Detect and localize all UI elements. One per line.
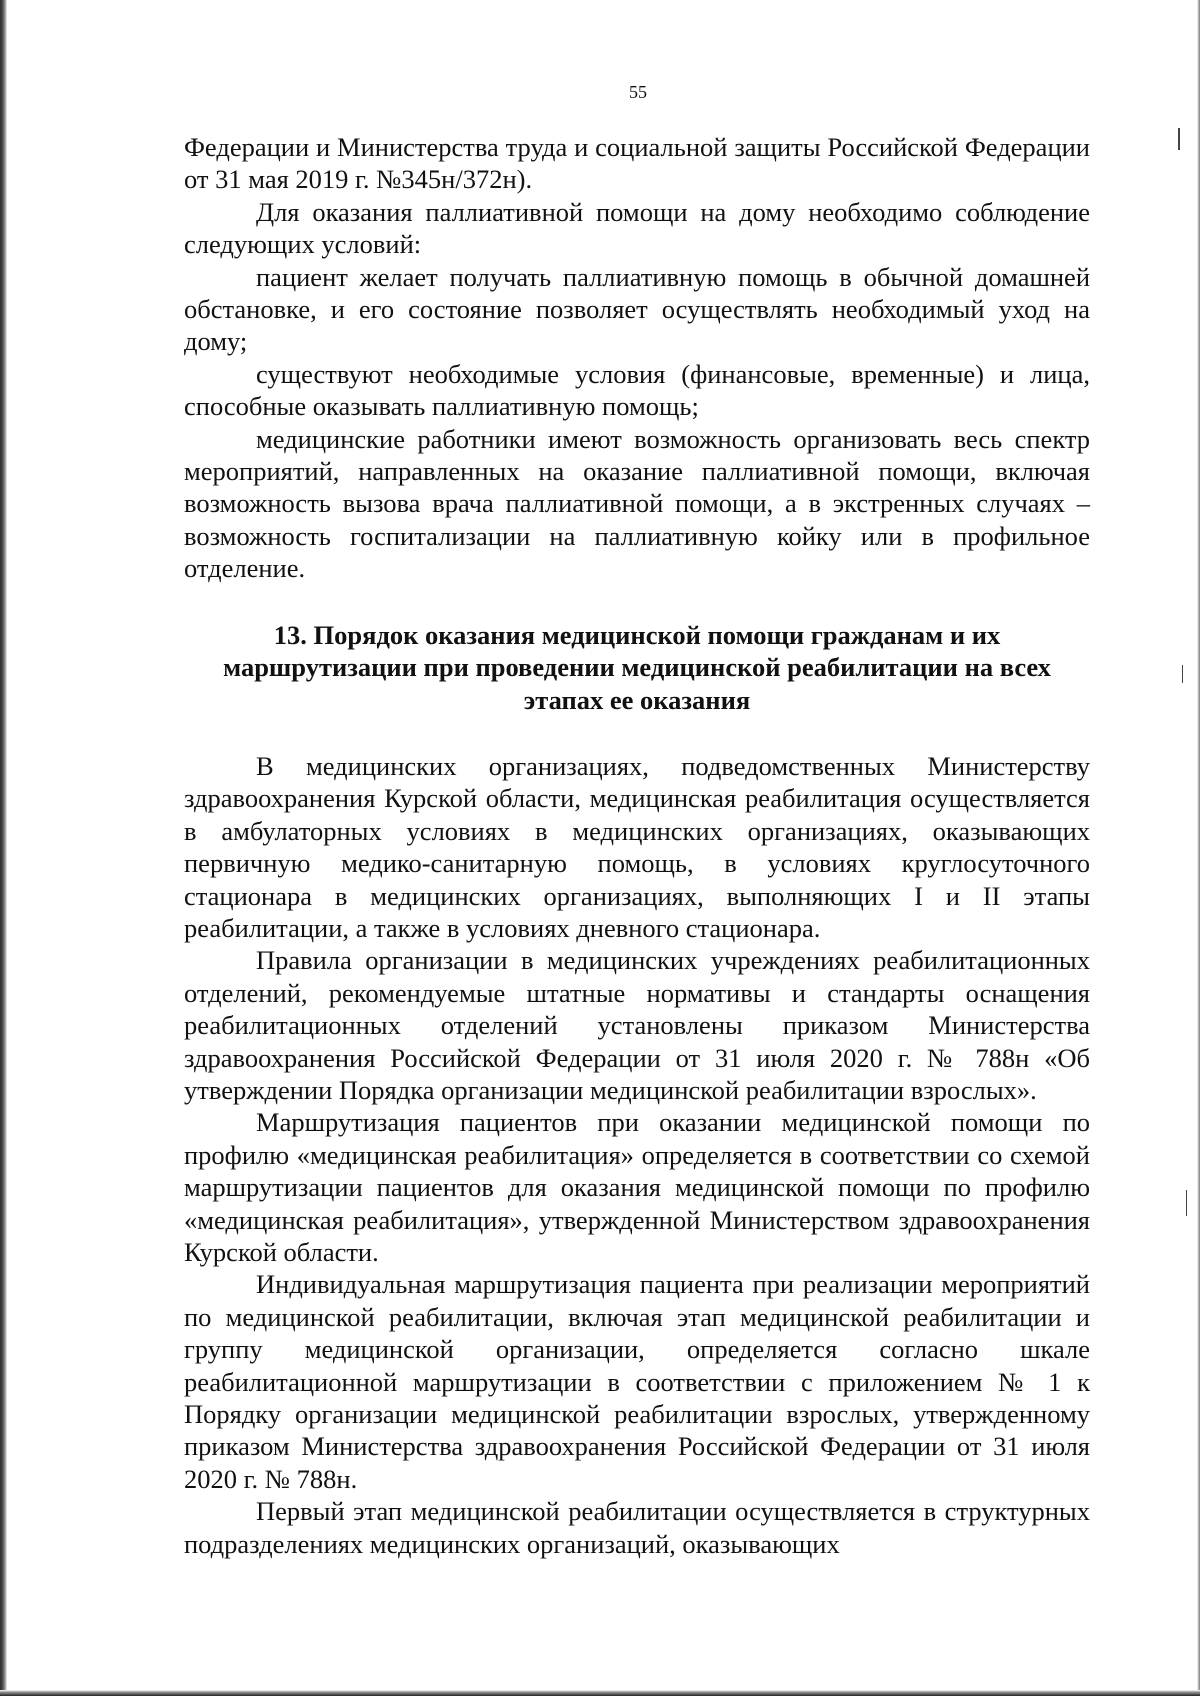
paragraph: Для оказания паллиативной помощи на дому необходимо соблюдение следующих условий: <box>184 196 1090 260</box>
document-body <box>184 131 1090 1560</box>
paragraph: В медицинских организациях, подведомственных Министерству здравоохранения Курской области, медицинская реабилитация осуществляется в амбулаторных условиях в медицинских организациях, оказывающих первичную медико-санитарную помощь, в условиях круглосуточного стационара в медицинских организациях, выполняющих I и II этапы реабилитации, а также в условиях дневного стационара. <box>184 750 1090 943</box>
paragraph: существуют необходимые условия (финансовые, временные) и лица, способные оказывать паллиативную помощь; <box>184 358 1090 422</box>
paragraph: медицинские работники имеют возможность организовать весь спектр мероприятий, направленных на оказание паллиативной помощи, включая возможность вызова врача паллиативной помощи, а в экстренных случаях – возможность госпитализации на паллиативную койку или в профильное отделение. <box>184 423 1090 584</box>
scan-artifact <box>1182 665 1183 683</box>
scan-edge-bottom <box>0 1690 1200 1696</box>
scan-artifact <box>1178 128 1180 150</box>
paragraph: Правила организации в медицинских учреждениях реабилитационных отделений, рекомендуемые штатные нормативы и стандарты оснащения реабилитационных отделений установлены приказом Министерства здравоохранения Российской Федерации от 31 июля 2020 г. № 788н «Об утверждении Порядка организации медицинской реабилитации взрослых». <box>184 945 1090 1105</box>
section-heading <box>184 619 1090 716</box>
paragraph: Федерации и Министерства труда и социальной защиты Российской Федерации от 31 мая 2019 г. №345н/372н). <box>184 132 1090 195</box>
paragraph: Первый этап медицинской реабилитации осуществляется в структурных подразделениях медицинских организаций, оказывающих <box>184 1496 1090 1559</box>
heading-line: маршрутизации при проведении медицинской реабилитации на всех <box>223 652 1051 683</box>
spacer <box>184 716 1090 750</box>
heading-line: 13. Порядок оказания медицинской помощи гражданам и их <box>273 619 1001 650</box>
paragraph: пациент желает получать паллиативную помощь в обычной домашней обстановке, и его состояние позволяет осуществлять необходимый уход на дому; <box>184 261 1090 357</box>
paragraph: Индивидуальная маршрутизация пациента при реализации мероприятий по медицинской реабилитации, включая этап медицинской реабилитации и группу медицинской организации, определяется согласно шкале реабилитационной маршрутизации в соответствии с приложением № 1 к Порядку организации медицинской реабилитации взрослых, утвержденному приказом Министерства здравоохранения Российской Федерации от 31 июля 2020 г. № 788н. <box>184 1269 1090 1494</box>
heading-line: этапах ее оказания <box>523 684 751 715</box>
paragraph: Маршрутизация пациентов при оказании медицинской помощи по профилю «медицинская реабилитация» определяется в соответствии со схемой маршрутизации пациентов для оказания медицинской помощи по профилю «медицинская реабилитация», утвержденной Министерством здравоохранения Курской области. <box>184 1107 1090 1267</box>
scan-artifact <box>1186 1190 1187 1216</box>
spacer <box>184 585 1090 619</box>
scan-edge-left <box>0 0 7 1696</box>
page-number: 55 <box>629 82 647 102</box>
